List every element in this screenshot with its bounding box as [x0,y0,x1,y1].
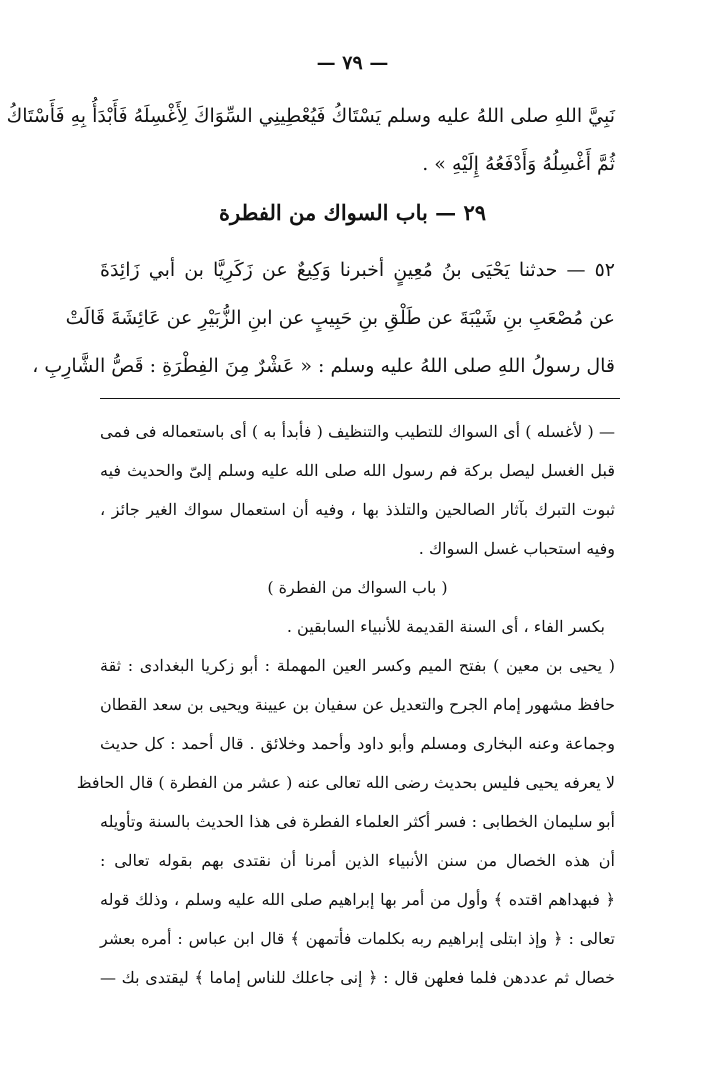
hadith-line: ٥٢ — حدثنا يَحْيَى بنُ مُعِينٍ أخبرنا وَكِيعٌ عن زَكَرِيَّا بن أبي زَائِدَةَ [100,259,615,281]
hadith-line: عن مُصْعَبِ بنِ شَيْبَةَ عن طَلْقِ بنِ حَبِيبٍ عن ابنِ الزُّبَيْرِ عن عَائِشَةَ قَالَتْ [65,307,615,329]
commentary-sub-heading: ( باب السواك من الفطرة ) [267,578,448,597]
commentary-line: — ( لأغسله ) أى السواك للتطيب والتنظيف ( فأبدأ به ) أى باستعماله فى فمى [100,422,616,441]
hadith-continuation [6,92,615,188]
commentary-line: أن هذه الخصال من سنن الأنبياء الذين أمرنا أن نقتدى بهم بقوله تعالى : [100,851,615,870]
commentary [76,412,616,997]
hadith-line: ثُمَّ أَغْسِلُهُ وَأَدْفَعُهُ إِلَيْهِ » . [422,153,615,175]
chapter-heading: ٢٩ — باب السواك من الفطرة [219,200,486,225]
page-number: — ٧٩ — [316,52,389,74]
commentary-line: ثبوت التبرك بآثار الصالحين والتلذذ بها ، وفيه أن استعمال سواك الغير جائز ، [100,500,615,519]
commentary-line: خصال ثم عددهن فلما فعلهن قال : ﴿ إنى جاعلك للناس إماما ﴾ ليقتدى بك — [100,968,615,987]
commentary-line: لا يعرفه يحيى فليس بحديث رضى الله تعالى عنه ( عشر من الفطرة ) قال الحافظ [76,773,615,792]
commentary-line: حافظ مشهور إمام الجرح والتعديل عن سفيان بن عيينة ويحيى بن سعد القطان [100,695,615,714]
hadith-line: قال رسولُ اللهِ صلى اللهُ عليه وسلم : « عَشْرٌ مِنَ الفِطْرَةِ : قَصُّ الشَّارِبِ ، [32,355,615,377]
hadith-line: نَبِيَّ اللهِ صلى اللهُ عليه وسلم يَسْتَاكُ فَيُعْطِينِي السِّوَاكَ لِأَغْسِلَهُ فَأَبْدَأُ بِهِ فَأَسْتَاكُ [6,105,615,127]
commentary-line: ﴿ فبهداهم اقتده ﴾ وأول من أمر بها إبراهيم صلى الله عليه وسلم ، وذلك قوله [100,890,615,909]
commentary-line: بكسر الفاء ، أى السنة القديمة للأنبياء السابقين . [286,617,605,636]
hadith-52 [32,246,615,390]
commentary-line: وفيه استحباب غسل السواك . [418,539,615,558]
commentary-line: وجماعة وعنه البخارى ومسلم وأبو داود وأحمد وخلائق . قال أحمد : كل حديث [100,734,616,753]
footnote-divider [100,398,620,399]
commentary-line: تعالى : ﴿ وإذ ابتلى إبراهيم ربه بكلمات فأتمهن ﴾ قال ابن عباس : أمره بعشر [100,929,615,948]
commentary-line: أبو سليمان الخطابى : فسر أكثر العلماء الفطرة فى هذا الحديث بالسنة وتأويله [100,812,615,831]
commentary-line: قبل الغسل ليصل بركة فم رسول الله صلى الله عليه وسلم إلىّ والحديث فيه [100,461,615,480]
commentary-line: ( يحيى بن معين ) بفتح الميم وكسر العين المهملة : أبو زكريا البغدادى : ثقة [100,656,615,675]
